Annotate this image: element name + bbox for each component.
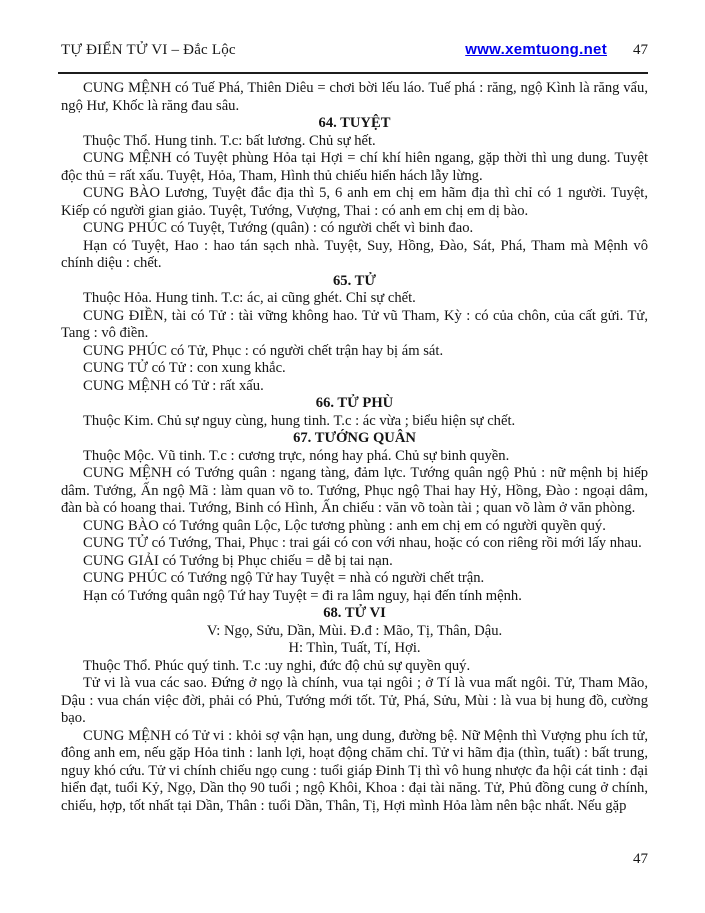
paragraph: Tử vi là vua các sao. Đứng ở ngọ là chính, vua tại ngôi ; ở Tí là vua mất ngôi. Tử, Tham Mão, Dậu : vua chán việc đời, phải có Phủ, Tướng mới tốt. Tử, Phá, Sửu, Mùi : là vua bị hung đồ, cường bạo. (61, 675, 648, 726)
paragraph: CUNG MỆNH có Tướng quân : ngang tàng, đảm lực. Tướng quân ngộ Phủ : nữ mệnh bị hiếp dâm. Tướng, Ấn ngộ Mã : làm quan võ to. Tướng, Phục ngộ Thai hay Hỷ, Hồng, Đào : ngoại dâm, đàn bà có hoang thai. Tướng, Binh có Hình, Ấn chiếu : văn võ toàn tài ; quan võ làm ở văn phòng. (61, 465, 648, 516)
paragraph: CUNG BÀO có Tướng quân Lộc, Lộc tương phùng : anh em chị em có người quyền quý. (83, 517, 606, 534)
section-heading-68: 68. TỬ VI (323, 605, 386, 621)
paragraph: CUNG PHÚC có Tướng ngộ Tử hay Tuyệt = nhà có người chết trận. (83, 570, 485, 586)
paragraph: CUNG MỆNH có Tử vi : khỏi sợ vận hạn, ung dung, đường bệ. Nữ Mệnh thì Vượng phu ích tử, đông anh em, nếu gặp Hỏa tinh : lanh lợi, hoạt động chăm chỉ. Tử vi hãm địa (thìn, tuất) : bất trung, nguy khó cứu. Tử vi chính chiếu ngọ cung : tuổi giáp Đinh Tị thì vô hung nhược đa hội cát tinh : đại hiển đạt, tuổi Kỷ, Ngọ, Dần thọ 90 tuổi ; ngộ Khôi, Khoa : đại tài năng. Tử, Phủ đồng cung ở chính, chiếu, hợp, tốt nhất tại Dần, Thân : tuổi Dần, Thân, Tị, Hợi mình Hỏa làm nên bậc nhất. Nếu gặp (61, 727, 648, 814)
paragraph: Thuộc Hỏa. Hung tinh. T.c: ác, ai cũng ghét. Chỉ sự chết. (83, 290, 416, 306)
star-position-line-h: H: Thìn, Tuất, Tí, Hợi. (288, 640, 421, 656)
document-title: TỰ ĐIỂN TỬ VI – Đắc Lộc (61, 42, 236, 58)
paragraph: Thuộc Thổ. Hung tinh. T.c: bất lương. Chủ sự hết. (83, 132, 376, 149)
section-heading-64: 64. TUYỆT (318, 115, 391, 131)
paragraph: CUNG GIẢI có Tướng bị Phục chiếu = dễ bị tai nạn. (83, 552, 393, 569)
paragraph: Thuộc Kim. Chủ sự nguy cùng, hung tinh. T.c : ác vừa ; biểu hiện sự chết. (83, 412, 516, 429)
intro-paragraph: CUNG MỆNH có Tuế Phá, Thiên Diêu = chơi bời lếu láo. Tuế phá : răng, ngộ Kình là răng vẩu, ngộ Hư, Khốc là răng đau sâu. (61, 80, 648, 114)
paragraph: Thuộc Mộc. Vũ tinh. T.c : cương trực, nóng hay phá. Chủ sự binh quyền. (83, 447, 510, 464)
header-divider (58, 72, 648, 74)
star-position-line-v: V: Ngọ, Sửu, Dần, Mùi. Đ.đ : Mão, Tị, Thân, Dậu. (206, 622, 503, 639)
paragraph: CUNG TỬ có Tử : con xung khắc. (83, 360, 286, 376)
section-heading-65: 65. TỬ (333, 272, 376, 289)
paragraph: CUNG PHÚC có Tử, Phục : có người chết trận hay bị ám sát. (83, 342, 444, 359)
website-link[interactable]: www.xemtuong.net (465, 41, 607, 58)
page-footer (61, 851, 648, 868)
paragraph: CUNG MỆNH có Tuyệt phùng Hỏa tại Hợi = chí khí hiên ngang, gặp thời thì ung dung. Tuyệt độc thủ = rất xấu. Tuyệt, Hỏa, Tham, Hình thủ chiếu hiển hách lẫy lừng. (61, 150, 648, 184)
header-page-number: 47 (633, 42, 648, 58)
paragraph: CUNG MỆNH có Tử : rất xấu. (83, 377, 264, 394)
paragraph: Thuộc Thổ. Phúc quý tinh. T.c :uy nghi, đức độ chủ sự quyền quý. (83, 657, 471, 674)
section-heading-66: 66. TỬ PHÙ (315, 395, 394, 411)
paragraph: CUNG ĐIỀN, tài có Tử : tài vững không hao. Tử vũ Tham, Kỳ : có của chôn, của cất gửi. Tử, Tang : vô điền. (61, 307, 648, 341)
document-body (61, 80, 648, 815)
paragraph: CUNG BÀO Lương, Tuyệt đắc địa thì 5, 6 anh em chị em hãm địa thì chỉ có 1 người. Tuyệt, Kiếp có người gian giảo. Tuyệt, Tướng, Vượng, Thai : có anh em chị em dị bào. (61, 185, 648, 219)
paragraph: Hạn có Tướng quân ngộ Tứ hay Tuyệt = đi ra lâm nguy, hại đến tính mệnh. (83, 587, 522, 604)
paragraph: CUNG TỬ có Tướng, Thai, Phục : trai gái có con với nhau, hoặc có con riêng rồi mới lấy nhau. (83, 535, 642, 551)
paragraph: Hạn có Tuyệt, Hao : hao tán sạch nhà. Tuyệt, Suy, Hồng, Đào, Sát, Phá, Tham mà Mệnh vô chính diệu : chết. (61, 237, 648, 271)
paragraph: CUNG PHÚC có Tuyệt, Tướng (quân) : có người chết vì binh đao. (83, 220, 474, 236)
header-right-group (465, 41, 648, 59)
page-header (61, 41, 648, 59)
footer-page-number: 47 (633, 851, 648, 867)
section-heading-67: 67. TƯỚNG QUÂN (293, 430, 416, 446)
